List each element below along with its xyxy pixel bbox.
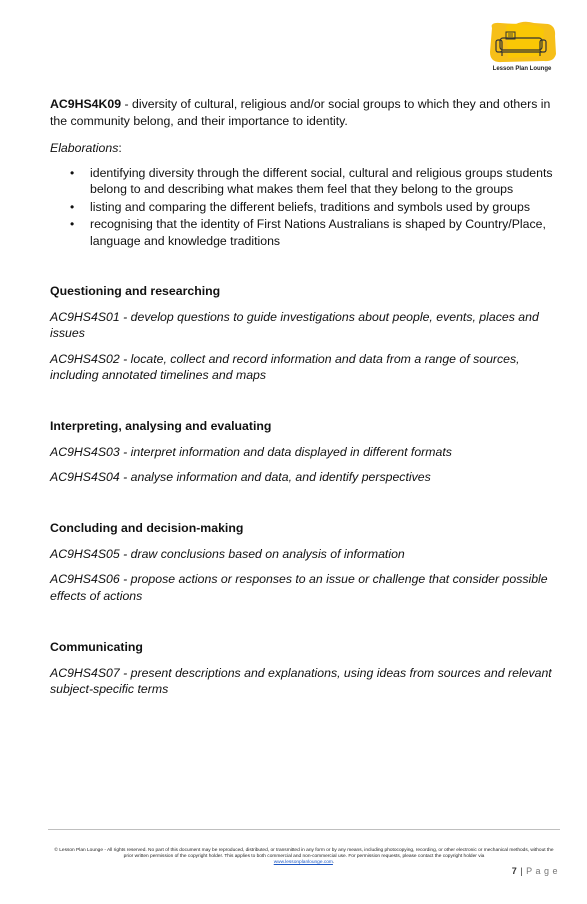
knowledge-block xyxy=(50,96,560,250)
skill-item: AC9HS4S07 - present descriptions and explanations, using ideas from sources and relevant subject-specific terms xyxy=(50,665,552,696)
skill-item: AC9HS4S06 - propose actions or responses to an issue or challenge that consider possible effects of actions xyxy=(50,572,548,603)
footer-divider xyxy=(48,829,560,830)
footer-link[interactable]: www.lessonplanlounge.com xyxy=(273,860,333,866)
content-description: - diversity of cultural, religious and/or social groups to which they and others in the community belong, and their importance to identity. xyxy=(50,97,551,128)
skill-item: AC9HS4S01 - develop questions to guide investigations about people, events, places and issues xyxy=(50,309,539,340)
content-code: AC9HS4K09 xyxy=(50,97,122,111)
list-item: • listing and comparing the different beliefs, traditions and symbols used by groups xyxy=(70,199,530,214)
elaborations-list xyxy=(50,165,560,250)
section-heading: Communicating xyxy=(50,640,143,654)
section-heading: Interpreting, analysing and evaluating xyxy=(50,419,272,433)
skill-item: AC9HS4S05 - draw conclusions based on analysis of information xyxy=(50,546,405,561)
section-interpreting xyxy=(50,418,562,486)
skill-item: AC9HS4S03 - interpret information and data displayed in different formats xyxy=(50,444,452,459)
skill-item: AC9HS4S02 - locate, collect and record information and data from a range of sources, including annotated timelines and maps xyxy=(50,351,520,382)
sofa-icon xyxy=(486,20,558,68)
bullet-icon: • xyxy=(70,199,75,214)
section-concluding xyxy=(50,520,562,604)
page-number: 7 | P a g e xyxy=(511,866,558,876)
footer-copyright: © Lesson Plan Lounge - All rights reserved. No part of this document may be reproduced, distributed, or transmitted in any form or by any means, including photocopying, recording, or other electronic or mechanical methods, without the prior written permission of the copyright holder. This applies to both commercial and non-commercial use. For permission requests, please contact the copyright holder via www.lessonplanlounge.com. xyxy=(54,848,554,866)
section-questioning xyxy=(50,283,562,384)
bullet-icon: • xyxy=(70,217,75,231)
section-heading: Questioning and researching xyxy=(50,284,221,298)
bullet-icon: • xyxy=(70,165,75,180)
elaborations-label: Elaborations: xyxy=(50,141,122,155)
list-item: • identifying diversity through the different social, cultural and religious groups students belong to and describing what makes them feel that they belong to the groups xyxy=(70,165,553,196)
logo-text: Lesson Plan Lounge xyxy=(492,66,552,72)
skill-item: AC9HS4S04 - analyse information and data, and identify perspectives xyxy=(50,470,431,484)
section-heading: Concluding and decision-making xyxy=(50,521,244,535)
section-communicating xyxy=(50,639,562,698)
content-descriptor xyxy=(50,96,560,129)
logo xyxy=(486,20,558,78)
list-item: • recognising that the identity of First Nations Australians is shaped by Country/Place, language and knowledge traditions xyxy=(70,217,546,248)
